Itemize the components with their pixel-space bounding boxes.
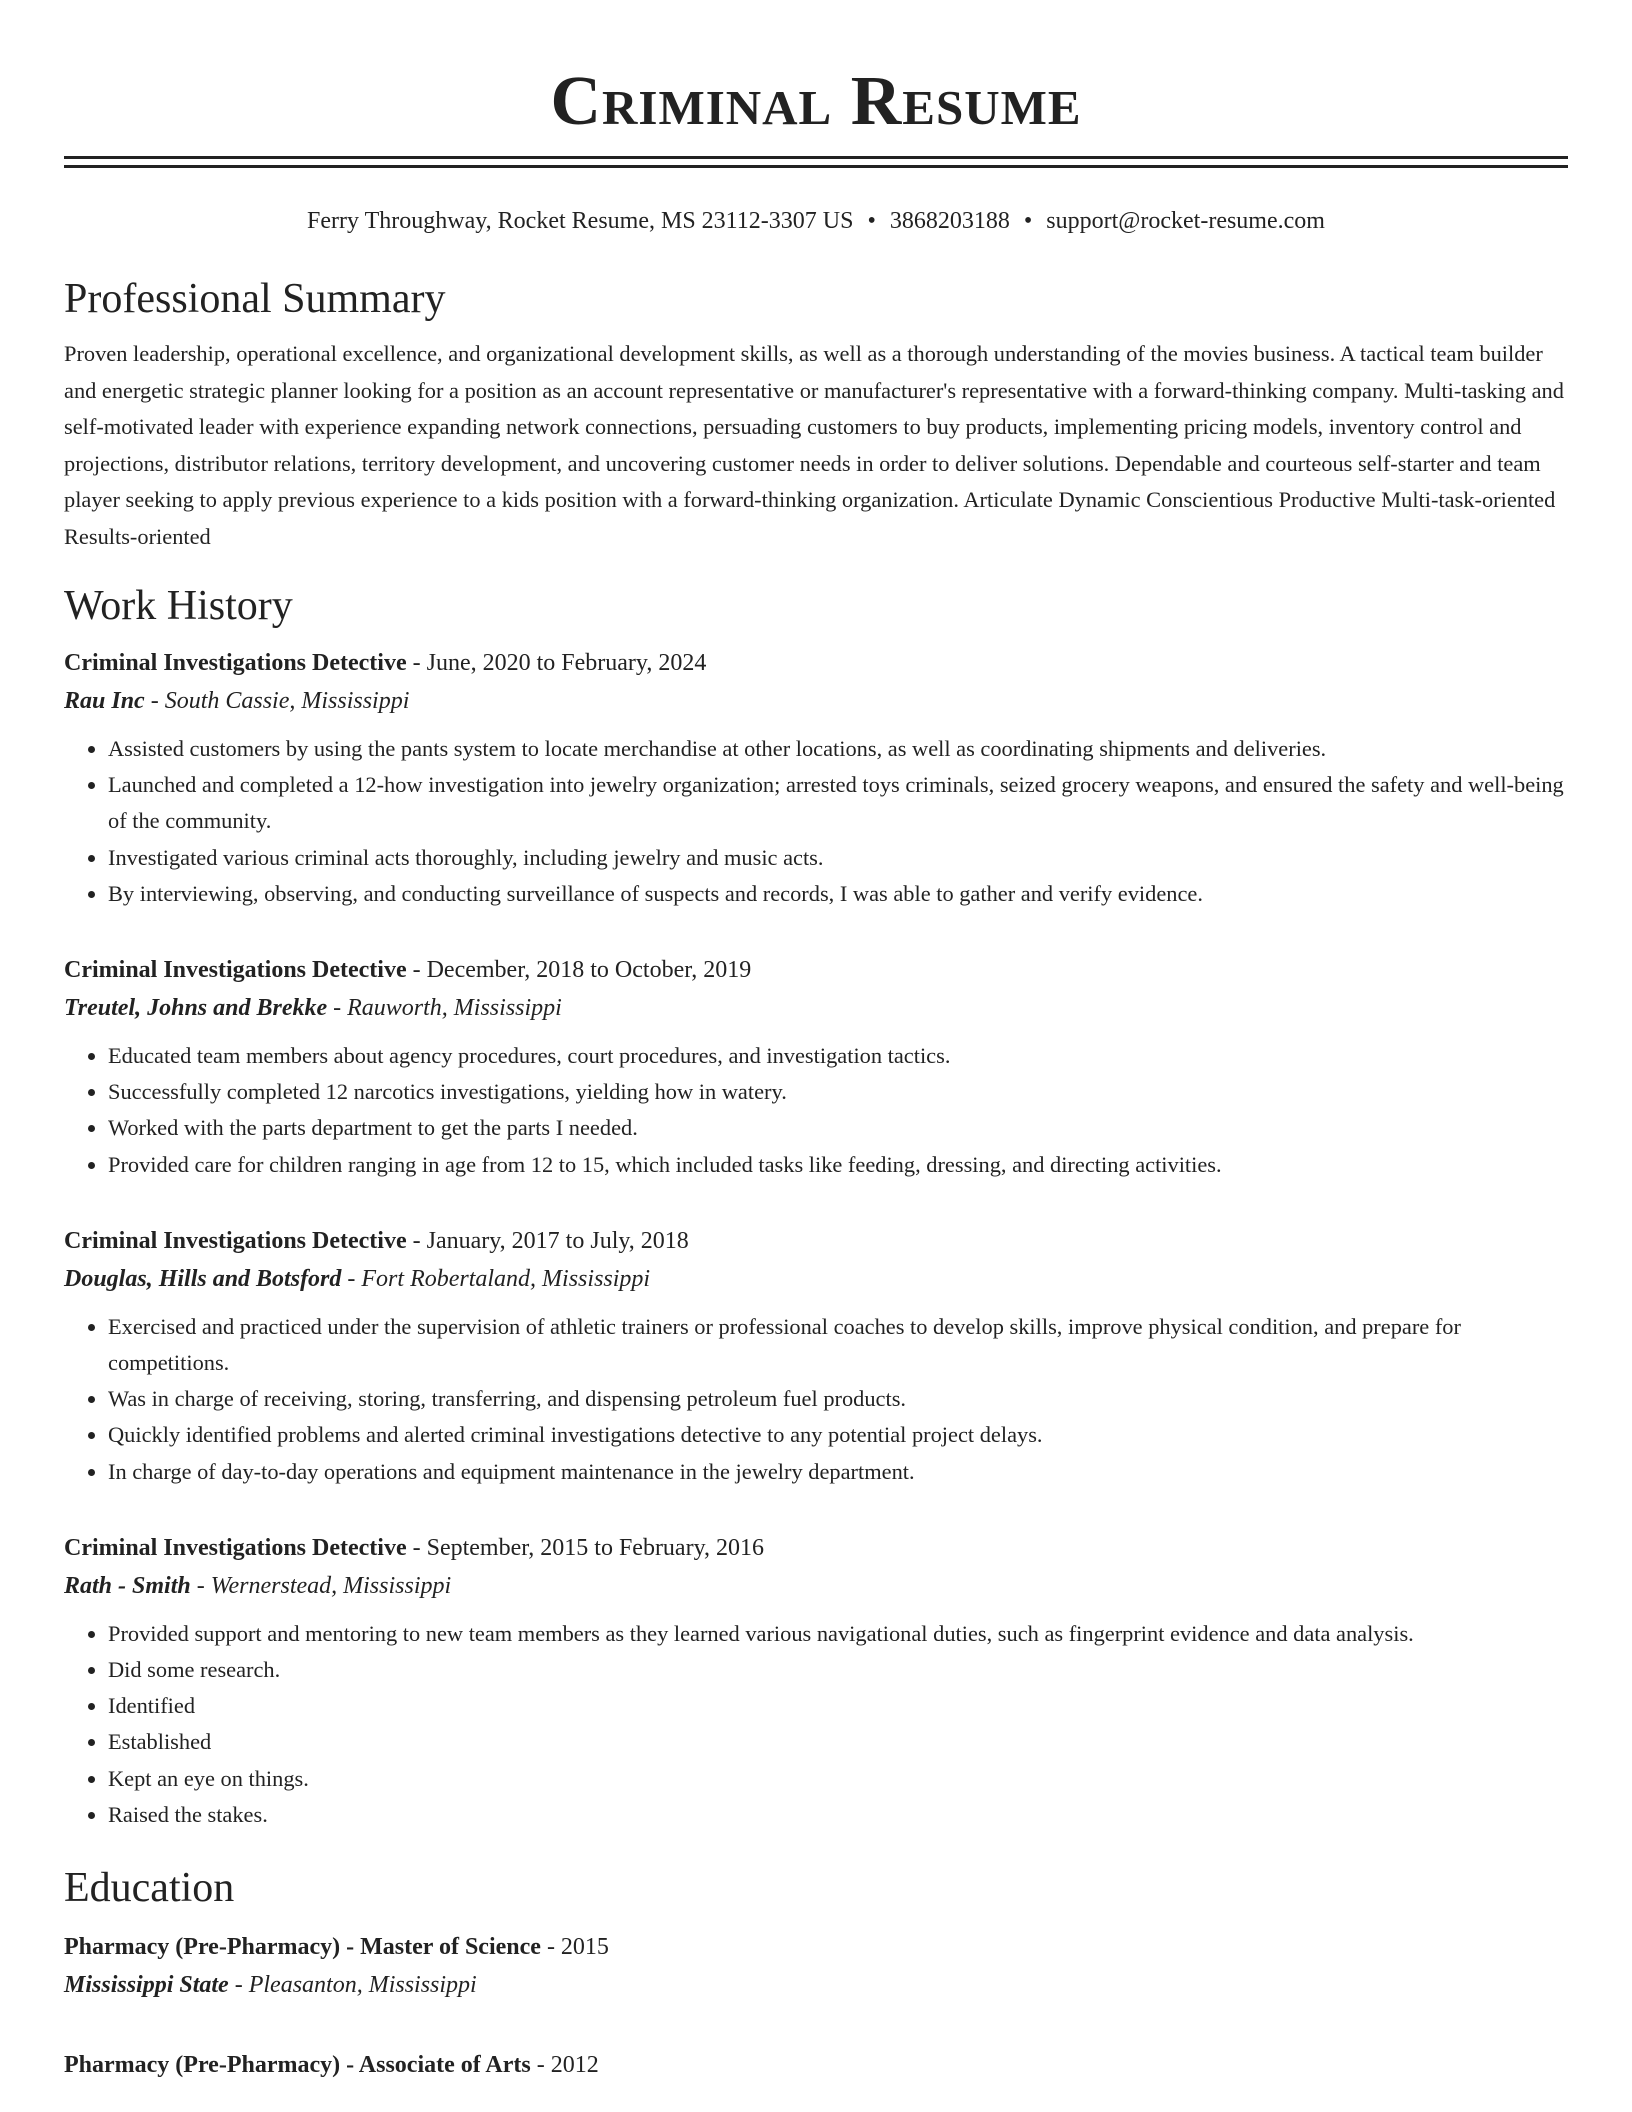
list-item: • By interviewing, observing, and conducting surveillance of suspects and records, I was able to gather and verify evidence.	[108, 876, 1568, 912]
list-item: • Provided care for children ranging in age from 12 to 15, which included tasks like feeding, dressing, and directing activities.	[108, 1147, 1568, 1183]
job-bullets	[64, 1309, 1568, 1490]
education-entry	[64, 2047, 1568, 2083]
employer-location: - South Cassie, Mississippi	[144, 688, 410, 714]
job-title: Criminal Investigations Detective	[64, 1227, 407, 1254]
job-bullets	[64, 1616, 1568, 1833]
degree-line	[64, 2047, 1568, 2083]
employer-name: Douglas, Hills and Botsford	[64, 1265, 342, 1292]
job-dates: - June, 2020 to February, 2024	[406, 650, 707, 676]
employer-line	[64, 1259, 1568, 1299]
title-divider-thin	[64, 165, 1568, 168]
list-item: • Investigated various criminal acts thoroughly, including jewelry and music acts.	[108, 840, 1568, 876]
work-history-heading: Work History	[64, 583, 293, 629]
employer-line	[64, 988, 1568, 1028]
list-item: • Did some research.	[108, 1652, 1568, 1688]
list-item: • Worked with the parts department to get the parts I needed.	[108, 1110, 1568, 1146]
list-item: • Educated team members about agency procedures, court procedures, and investigation tactics.	[108, 1038, 1568, 1074]
list-item: • In charge of day-to-day operations and equipment maintenance in the jewelry department.	[108, 1454, 1568, 1490]
employer-name: Rath - Smith	[64, 1572, 191, 1599]
list-item: • Identified	[108, 1688, 1568, 1724]
job-bullets	[64, 1038, 1568, 1183]
list-item: • Raised the stakes.	[108, 1797, 1568, 1833]
list-item: • Launched and completed a 12-how investigation into jewelry organization; arrested toys criminals, seized grocery weapons, and ensured the safety and well-being of the community.	[108, 767, 1568, 839]
bullet-separator: •	[867, 208, 876, 234]
title-divider-thick	[64, 156, 1568, 159]
job-title-line	[64, 1530, 1568, 1566]
job-title-line	[64, 645, 1568, 681]
job-dates: - January, 2017 to July, 2018	[406, 1227, 689, 1254]
job-entry	[64, 952, 1568, 1183]
contact-email: support@rocket-resume.com	[1046, 208, 1325, 234]
job-dates: - September, 2015 to February, 2016	[406, 1534, 765, 1561]
employer-line	[64, 1566, 1568, 1606]
degree-name: Pharmacy (Pre-Pharmacy) - Master of Science	[64, 1934, 541, 1961]
job-title: Criminal Investigations Detective	[64, 957, 407, 984]
list-item: • Assisted customers by using the pants system to locate merchandise at other locations, as well as coordinating shipments and deliveries.	[108, 731, 1568, 767]
degree-year: - 2015	[540, 1934, 609, 1961]
education-heading: Education	[64, 1865, 235, 1912]
job-entry	[64, 1530, 1568, 1833]
summary-text: Proven leadership, operational excellence, and organizational development skills, as well as a thorough understanding of the movies business. A tactical team builder and energetic strategic planner looking for a position as an account representative or manufacturer's representative with a forward-thinking company. Multi-tasking and self-motivated leader with experience expanding network connections, persuading customers to buy products, implementing pricing models, inventory control and projections, distributor relations, territory development, and uncovering customer needs in order to deliver solutions. Dependable and courteous self-starter and team player seeking to apply previous experience to a kids position with a forward-thinking organization. Articulate Dynamic Conscientious Productive Multi-task-oriented Results-oriented	[64, 341, 1564, 549]
education-entry	[64, 1929, 1568, 2005]
resume-page	[64, 0, 1568, 2083]
list-item: • Established	[108, 1724, 1568, 1760]
contact-address: Ferry Throughway, Rocket Resume, MS 23112-3307 US	[307, 208, 854, 234]
list-item: • Kept an eye on things.	[108, 1761, 1568, 1797]
job-dates: - December, 2018 to October, 2019	[406, 957, 752, 984]
employer-location: - Wernerstead, Mississippi	[190, 1572, 452, 1599]
school-location: - Pleasanton, Mississippi	[228, 1972, 477, 1999]
employer-location: - Fort Robertaland, Mississippi	[341, 1265, 651, 1292]
contact-line	[64, 206, 1568, 236]
summary-heading: Professional Summary	[64, 276, 446, 322]
list-item: • Successfully completed 12 narcotics investigations, yielding how in watery.	[108, 1074, 1568, 1110]
job-title-line	[64, 952, 1568, 988]
list-item: • Exercised and practiced under the supervision of athletic trainers or professional coaches to develop skills, improve physical condition, and prepare for competitions.	[108, 1309, 1568, 1381]
job-title-line	[64, 1223, 1568, 1259]
employer-location: - Rauworth, Mississippi	[327, 995, 562, 1022]
degree-name: Pharmacy (Pre-Pharmacy) - Associate of Arts	[64, 2052, 531, 2079]
school-line	[64, 1965, 1568, 2005]
employer-line	[64, 681, 1568, 721]
job-title: Criminal Investigations Detective	[64, 650, 407, 676]
list-item: • Quickly identified problems and alerted criminal investigations detective to any potential project delays.	[108, 1417, 1568, 1453]
job-title: Criminal Investigations Detective	[64, 1534, 407, 1561]
job-entry	[64, 1223, 1568, 1490]
resume-title: Criminal Resume	[550, 63, 1082, 140]
list-item: • Provided support and mentoring to new team members as they learned various navigational duties, such as fingerprint evidence and data analysis.	[108, 1616, 1568, 1652]
bullet-separator: •	[1023, 208, 1033, 234]
job-entry	[64, 645, 1568, 912]
employer-name: Rau Inc	[64, 688, 145, 714]
degree-year: - 2012	[530, 2052, 599, 2079]
employer-name: Treutel, Johns and Brekke	[64, 995, 328, 1022]
degree-line	[64, 1929, 1568, 1965]
school-name: Mississippi State	[64, 1972, 229, 1999]
contact-phone: 3868203188	[889, 208, 1010, 234]
list-item: • Was in charge of receiving, storing, transferring, and dispensing petroleum fuel products.	[108, 1381, 1568, 1417]
job-bullets	[64, 731, 1568, 912]
